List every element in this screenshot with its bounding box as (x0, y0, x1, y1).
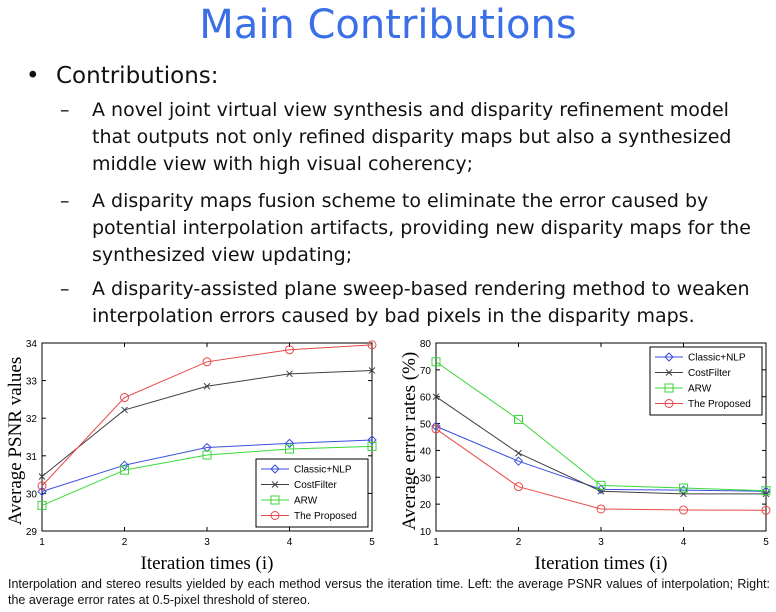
x-tick-label: 2 (515, 537, 522, 548)
legend-label: CostFilter (294, 480, 337, 491)
x-tick-label: 5 (763, 537, 769, 548)
contribution-text: A disparity maps fusion scheme to eliminate the error caused by potential interpolation artifacts, providing new disparity maps for the synthesized view updating; (92, 190, 751, 266)
contribution-text: A novel joint virtual view synthesis and disparity refinement model that outputs not only refined disparity maps but also a synthesized middle view with high visual coherency; (92, 99, 732, 175)
y-tick-label: 10 (419, 527, 431, 538)
legend-label: The Proposed (688, 399, 751, 410)
legend-label: Classic+NLP (688, 352, 746, 364)
error-rate-chart (394, 334, 776, 574)
contribution-item (60, 97, 760, 178)
legend-label: The Proposed (294, 511, 357, 522)
x-tick-label: 3 (598, 537, 604, 548)
figure-caption: Interpolation and stereo results yielded by each method versus the iteration time. Left: the average PSNR values of interpolation; Right: the average error rates at 0.5-pixel threshold of stereo. (8, 577, 770, 607)
x-tick-label: 1 (433, 537, 439, 548)
contribution-item (60, 276, 760, 330)
slide-title: Main Contributions (199, 2, 577, 48)
psnr-chart (0, 334, 382, 574)
legend (650, 347, 762, 415)
x-tick-label: 3 (204, 537, 210, 548)
x-tick-label: 4 (286, 537, 293, 548)
legend-label: Classic+NLP (294, 464, 352, 476)
y-tick-label: 34 (25, 339, 37, 350)
y-tick-label: 30 (25, 489, 37, 501)
x-axis-label: Iteration times (i) (140, 553, 274, 574)
x-axis-label: Iteration times (i) (534, 553, 668, 574)
legend-label: CostFilter (688, 368, 731, 379)
x-tick-label: 2 (121, 537, 128, 548)
y-axis-label: Average error rates (%) (399, 351, 420, 531)
y-tick-label: 70 (419, 365, 431, 377)
contributions-bullet (26, 63, 219, 89)
y-tick-label: 33 (25, 376, 37, 388)
x-tick-label: 5 (369, 537, 375, 548)
x-tick-label: 1 (39, 537, 45, 548)
y-tick-label: 50 (419, 419, 431, 431)
legend-label: ARW (294, 495, 318, 507)
bullet-symbol: • (26, 63, 40, 89)
dash-symbol: – (60, 99, 70, 121)
legend (256, 459, 368, 527)
x-tick-label: 4 (680, 537, 687, 548)
legend-label: ARW (688, 383, 712, 395)
y-tick-label: 31 (25, 451, 37, 463)
bullet-heading: Contributions: (56, 63, 219, 89)
dash-symbol: – (60, 278, 70, 300)
y-tick-label: 40 (419, 446, 431, 458)
y-tick-label: 32 (25, 414, 37, 426)
contribution-text: A disparity-assisted plane sweep-based rendering method to weaken interpolation errors caused by bad pixels in the disparity maps. (92, 278, 750, 327)
y-tick-label: 30 (419, 473, 431, 485)
y-tick-label: 29 (25, 527, 37, 538)
contribution-item (60, 188, 760, 269)
y-tick-label: 80 (419, 339, 431, 350)
y-tick-label: 20 (419, 500, 431, 512)
y-tick-label: 60 (419, 392, 431, 404)
y-axis-label: Average PSNR values (5, 356, 26, 526)
dash-symbol: – (60, 190, 70, 212)
